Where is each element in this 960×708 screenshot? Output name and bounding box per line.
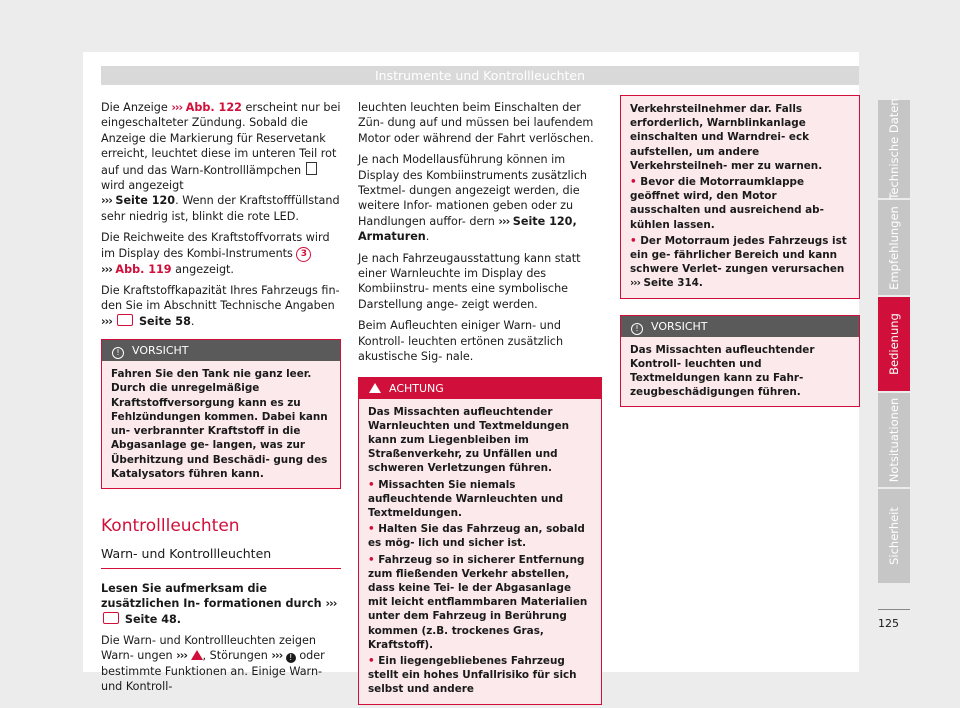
text: . Wenn der Kraftstofffüllstand sehr niedrig ist, blinkt die rote LED.: [101, 194, 340, 223]
fuel-lamp-icon: [306, 162, 317, 175]
text: .: [698, 277, 703, 290]
arrow-glyph: ›››: [176, 649, 187, 663]
bullet-text: Fahrzeug so in sicherer Entfernung zum fließenden Verkehr abstellen, dass keine Tei- le der Abgasanlage mit leicht entflammbaren Materialien unter dem Fahrzeug in Berührung kommen (z.B. trockenes Gras, Kraftstoff).: [368, 553, 588, 651]
text: oder bestimmte Funktionen an. Einige Warn- und Kontroll-: [101, 649, 325, 694]
bullet-icon: •: [368, 654, 375, 667]
page-link[interactable]: Seite 120: [115, 194, 176, 208]
bullet-text: Bevor die Motorraumklappe geöffnet wird, den Motor ausschalten und ausreichend ab- kühlen lassen.: [630, 176, 824, 231]
divider: [101, 568, 341, 569]
tab-empfehlungen[interactable]: Empfehlungen: [878, 200, 910, 295]
warning-label: ACHTUNG: [389, 381, 444, 395]
warning-triangle-icon: [191, 650, 203, 660]
arrow-glyph: ›››: [630, 277, 640, 290]
tab-notsituationen[interactable]: Notsituationen: [878, 393, 910, 487]
arrow-glyph: ›››: [101, 314, 112, 328]
intro-paragraph: [101, 581, 341, 627]
caution-box: [620, 315, 860, 408]
bullet-text: Ein liegengebliebenes Fahrzeug stellt ein hohes Unfallrisiko für sich selbst und andere: [368, 654, 577, 696]
book-icon: [103, 612, 119, 624]
info-icon: !: [631, 323, 643, 335]
figure-link[interactable]: Abb. 119: [115, 262, 172, 276]
text: .: [176, 612, 182, 626]
bullet-icon: •: [630, 176, 637, 189]
paragraph: leuchten leuchten beim Einschalten der Zün- dung auf und müssen bei laufendem Motor oder während der Fahrt verlöschen.: [358, 101, 594, 145]
warning-box: [358, 377, 602, 705]
warning-continued-text: Verkehrsteilnehmer dar. Falls erforderlich, Warnblinkanlage einschalten und Warndrei- eck aufstellen, um andere Verkehrsteilneh- mer zu warnen.: [630, 103, 823, 172]
caution-box-header: [102, 340, 340, 361]
caution-text: Fahren Sie den Tank nie ganz leer. Durch die unregelmäßige Kraftstoffversorgung kann es zu Fehlzündungen kommen. Dabei kann un- verbrannter Kraftstoff in die Abgasanlage ge- langen, was zur Überhitzung und Beschädi- gung des Katalysators führen kann.: [111, 368, 328, 480]
paragraph: [101, 633, 341, 695]
warning-box-body: [359, 399, 601, 704]
paragraph: Beim Aufleuchten einiger Warn- und Kontroll- leuchten ertönen zusätzlich akustische Sig- nale.: [358, 319, 564, 364]
bullet-item: [368, 553, 592, 652]
bullet-text: Halten Sie das Fahrzeug an, sobald es mög- lich und sicher ist.: [368, 523, 585, 550]
info-dot-icon: !: [286, 653, 296, 663]
arrow-glyph: ›››: [171, 101, 183, 114]
book-icon: [117, 314, 133, 326]
caution-text: Das Missachten aufleuchtender Kontroll- leuchten und Textmeldungen kann zu Fahr- zeugbeschädigungen führen.: [630, 343, 815, 399]
figure-link[interactable]: Abb. 122: [185, 101, 242, 114]
bullet-text: Missachten Sie niemals aufleuchtende Warnleuchten und Textmeldungen.: [368, 478, 564, 519]
page-link[interactable]: Seite 48: [124, 612, 177, 626]
text: Die Reichweite des Kraftstoffvorrats wird im Display des Kombi-Instruments: [101, 231, 330, 260]
paragraph: Je nach Fahrzeugausstattung kann statt einer Warnleuchte im Display des Kombiinstru- ments eine symbolische Darstellung ange- zeigt werden.: [358, 251, 581, 311]
caution-label: VORSICHT: [651, 319, 708, 333]
bullet-icon: •: [368, 523, 375, 536]
section-subheading: Warn- und Kontrollleuchten: [101, 546, 272, 562]
text: wird angezeigt: [101, 179, 184, 193]
arrow-glyph: ›››: [325, 597, 337, 611]
page-number: 125: [878, 617, 899, 630]
tab-technische-daten[interactable]: Technische Daten: [878, 100, 910, 198]
bullet-item: [630, 234, 850, 291]
paragraph: [101, 230, 341, 277]
text: Die Anzeige: [101, 101, 172, 114]
page-header-title: Instrumente und Kontrollleuchten: [374, 68, 586, 83]
bullet-item: [368, 654, 592, 697]
bullet-item: [630, 175, 850, 232]
text: erscheint nur bei eingeschalteter Zündung. Sobald die Anzeige die Markierung für Reservetank erreicht, leuchtet diese im unteren Teil rot auf und das Warn-Kontrolllämpchen: [101, 101, 341, 177]
text: , Störungen: [202, 649, 272, 663]
warning-triangle-icon: [369, 383, 381, 393]
bullet-icon: •: [368, 553, 375, 566]
arrow-glyph: ›››: [101, 262, 112, 276]
column-3: [620, 95, 860, 407]
section-heading: Kontrollleuchten: [101, 515, 240, 536]
paragraph: [101, 100, 341, 224]
column-1: [101, 100, 341, 701]
arrow-glyph: ›››: [498, 214, 510, 228]
warning-intro: Das Missachten aufleuchtender Warnleuchten und Textmeldungen kann zum Liegenbleiben im Straßenverkehr, zu Unfällen und schweren Verletzungen führen.: [368, 405, 570, 475]
page-link[interactable]: Seite 58: [138, 314, 191, 328]
tab-sicherheit[interactable]: Sicherheit: [878, 489, 910, 583]
bullet-icon: •: [368, 478, 375, 491]
text: .: [190, 314, 195, 328]
column-2: [358, 100, 602, 705]
caution-label: VORSICHT: [132, 344, 189, 358]
text: Die Kraftstoffkapazität Ihres Fahrzeugs fin- den Sie im Abschnitt Technische Angaben: [101, 284, 340, 313]
caution-box: [101, 339, 341, 489]
paragraph: [358, 152, 602, 244]
page-link[interactable]: Seite 120, Armaturen: [358, 214, 577, 244]
text: angezeigt.: [171, 262, 234, 276]
warning-box-header: [359, 378, 601, 399]
bullet-text: Der Motorraum jedes Fahrzeugs ist ein ge- fährlicher Bereich und kann schwere Verlet- zungen verursachen: [630, 234, 847, 276]
tab-bedienung[interactable]: Bedienung: [878, 297, 910, 391]
text: Je nach Modellausführung können im Display des Kombiinstruments zusätzlich Textmel- dungen angezeigt werden, die weitere Infor- mationen geben oder zu Handlungen auffor- dern: [358, 153, 588, 228]
bullet-item: [368, 522, 592, 550]
text: .: [425, 230, 430, 244]
bullet-icon: •: [630, 234, 637, 247]
text: Lesen Sie aufmerksam die zusätzlichen In- formationen durch: [101, 581, 326, 611]
warning-box-body: [621, 96, 859, 298]
page-header: [101, 66, 859, 85]
caution-box-header: [621, 316, 859, 337]
text: Die Warn- und Kontrollleuchten zeigen Warn- ungen: [101, 633, 316, 663]
info-icon: !: [112, 347, 124, 359]
paragraph: [101, 283, 341, 329]
arrow-glyph: ›››: [101, 194, 112, 208]
bullet-item: [368, 478, 592, 521]
callout-number: 3: [296, 247, 311, 262]
page-link[interactable]: Seite 314: [643, 277, 699, 290]
divider: [878, 609, 910, 610]
arrow-glyph: ›››: [271, 649, 283, 663]
warning-box-continued: [620, 95, 860, 299]
